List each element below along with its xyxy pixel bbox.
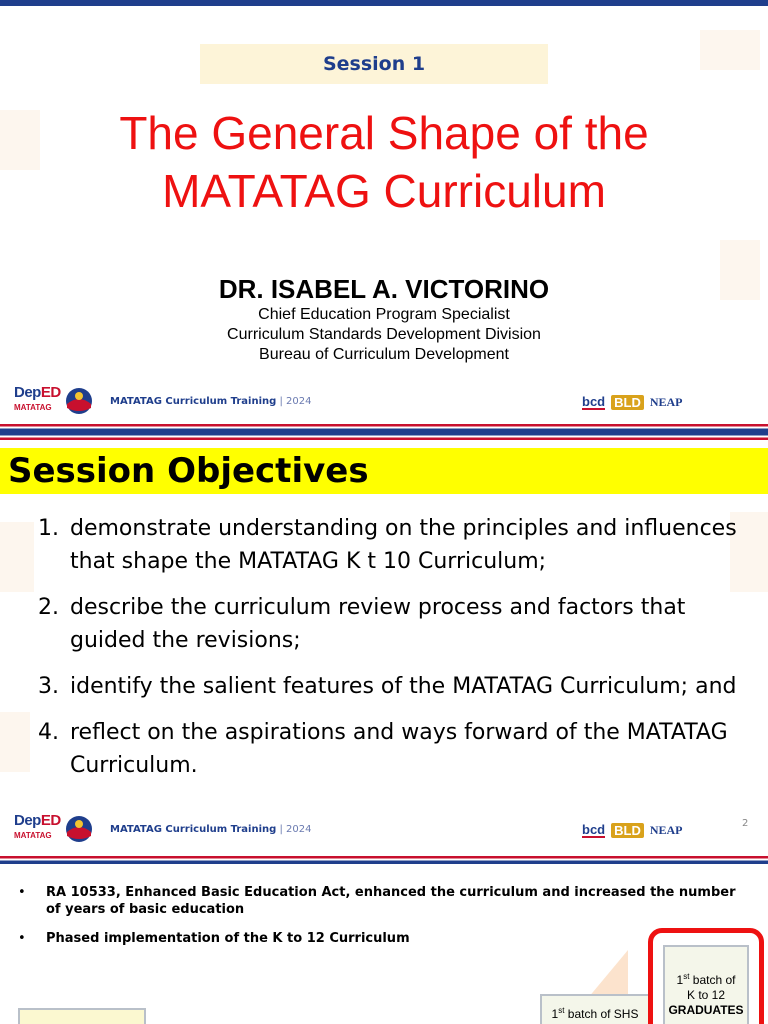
graduates-box (663, 945, 749, 1024)
top-stripe (0, 0, 768, 6)
graduates-text: K to 12 (686, 988, 726, 1002)
bullet-item (18, 930, 748, 947)
objective-number: 4. (38, 720, 59, 745)
top-stripe (0, 432, 768, 440)
speaker-division: Curriculum Standards Development Division (227, 326, 541, 343)
shs-batch-box (540, 994, 650, 1024)
bld-logo: BLD (611, 395, 644, 410)
deped-logo-text: Dep (14, 384, 41, 401)
deped-logo-text-ed: ED (40, 384, 61, 401)
objective-item (38, 512, 738, 578)
deped-logo-text: Dep (14, 812, 41, 829)
objective-item (38, 670, 738, 703)
objective-text: identify the salient features of the MATATAG Curriculum; and (70, 674, 737, 699)
page-number: 2 (742, 818, 749, 829)
decor-square (0, 712, 30, 772)
speaker-name: DR. ISABEL A. VICTORINO (218, 274, 550, 304)
deped-logo (14, 812, 60, 846)
slide-title (40, 104, 728, 220)
ordinal-suffix: st (683, 972, 690, 981)
deped-logo-text-ed: ED (40, 812, 61, 829)
training-label (110, 824, 311, 835)
objective-number: 2. (38, 595, 59, 620)
bagong-pilipinas-seal-icon (64, 386, 94, 416)
objective-number: 1. (38, 516, 59, 541)
bottom-stripe (0, 424, 768, 432)
matatag-logo-text: MATATAG (14, 403, 52, 412)
timeline-box (18, 1008, 146, 1024)
bld-logo: BLD (611, 823, 644, 838)
bullet-list (18, 884, 748, 959)
slide-footer (0, 382, 768, 422)
deped-logo (14, 384, 60, 418)
objective-text: describe the curriculum review process and factors that guided the revisions; (70, 595, 686, 653)
speaker-bureau: Bureau of Curriculum Development (259, 346, 509, 363)
bullet-item (18, 884, 748, 918)
bottom-stripe (0, 856, 768, 864)
partner-logos (582, 392, 702, 412)
ordinal-number: 1 (676, 973, 684, 987)
decor-square (0, 110, 40, 170)
speaker-role: Chief Education Program Specialist (258, 306, 510, 323)
decor-square (700, 30, 760, 70)
title-line: MATATAG Curriculum (162, 165, 606, 217)
objective-text: demonstrate understanding on the principles and influences that shape the MATATAG K t 10 Curriculum; (70, 516, 737, 574)
slide-title (0, 0, 768, 432)
bagong-pilipinas-seal-icon (64, 814, 94, 844)
neap-logo: NEAP (649, 394, 683, 409)
highlight-frame (648, 928, 764, 1024)
objective-number: 3. (38, 674, 59, 699)
graduates-label: GRADUATES (668, 1003, 744, 1017)
training-label (110, 396, 311, 407)
bullet-text: Phased implementation of the K to 12 Curriculum (46, 931, 410, 946)
graduates-text: batch of (692, 973, 736, 987)
shs-batch-text: batch of SHS (567, 1007, 639, 1021)
bullet-text: RA 10533, Enhanced Basic Education Act, enhanced the curriculum and increased the number of years of basic education (46, 885, 736, 917)
slide-footer (0, 810, 768, 850)
slide-objectives (0, 432, 768, 864)
bullet-marker: • (18, 931, 26, 946)
decor-square (0, 522, 34, 592)
ordinal-suffix: st (558, 1006, 565, 1015)
objective-item (38, 716, 738, 782)
training-year: | 2024 (276, 396, 312, 407)
bcd-logo: bcd (582, 821, 606, 837)
training-label-text: MATATAG Curriculum Training (110, 824, 277, 835)
neap-logo: NEAP (649, 822, 683, 837)
objective-item (38, 591, 738, 657)
bullet-marker: • (18, 885, 26, 900)
session-label: Session 1 (200, 44, 548, 84)
objectives-list (38, 512, 738, 795)
objective-text: reflect on the aspirations and ways forward of the MATATAG Curriculum. (70, 720, 728, 778)
matatag-logo-text: MATATAG (14, 831, 52, 840)
slide-background (0, 864, 768, 1024)
bcd-logo: bcd (582, 393, 606, 409)
partner-logos (582, 820, 702, 840)
training-year: | 2024 (276, 824, 312, 835)
title-line: The General Shape of the (119, 107, 649, 159)
section-header: Session Objectives (0, 448, 768, 494)
training-label-text: MATATAG Curriculum Training (110, 396, 277, 407)
ordinal-number: 1 (551, 1007, 559, 1021)
